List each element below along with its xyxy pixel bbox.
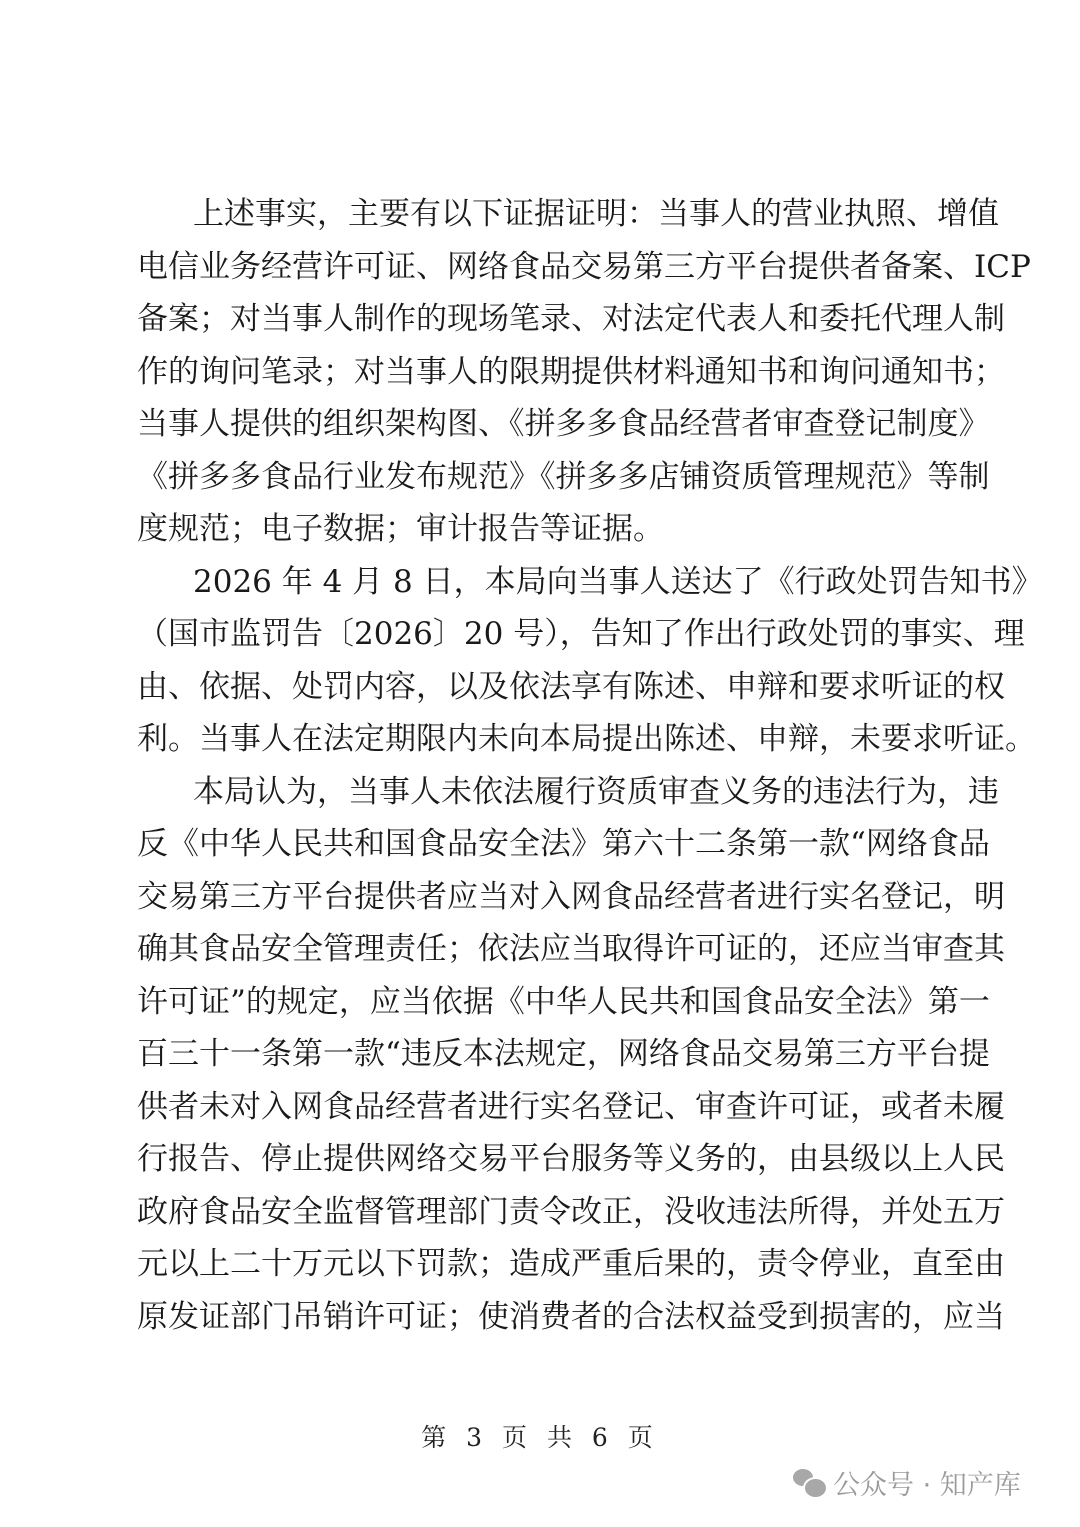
page-indicator: 第 3 页 共 6 页: [421, 1423, 659, 1452]
text-line: 本局认为，当事人未依法履行资质审查义务的违法行为，违: [193, 773, 999, 810]
text-line: 行报告、停止提供网络交易平台服务等义务的，由县级以上人民: [137, 1141, 1005, 1177]
watermark: [793, 1462, 1021, 1502]
paragraph-notice: [137, 556, 1043, 766]
text-line: 作的询问笔录；对当事人的限期提供材料通知书和询问通知书；: [137, 353, 1005, 390]
text-line: （国市监罚告〔2026〕20 号），告知了作出行政处罚的事实、理: [137, 616, 1025, 652]
paragraph-finding: [137, 766, 1005, 1344]
text-line: 原发证部门吊销许可证；使消费者的合法权益受到损害的，应当: [137, 1298, 1005, 1335]
wechat-icon: [793, 1467, 825, 1497]
text-line: 2026 年 4 月 8 日，本局向当事人送达了《行政处罚告知书》: [193, 563, 1043, 600]
text-line: 确其食品安全管理责任；依法应当取得许可证的，还应当审查其: [137, 931, 1005, 967]
text-line: 上述事实，主要有以下证据证明：当事人的营业执照、增值: [193, 196, 999, 232]
text-line: 电信业务经营许可证、网络食品交易第三方平台提供者备案、ICP: [137, 248, 1031, 285]
text-line: 当事人提供的组织架构图、《拼多多食品经营者审查登记制度》: [137, 406, 990, 442]
text-line: 备案；对当事人制作的现场笔录、对法定代表人和委托代理人制: [137, 301, 1005, 337]
document-body: [137, 188, 1043, 1343]
text-line: 元以上二十万元以下罚款；造成严重后果的，责令停业，直至由: [137, 1246, 1005, 1282]
watermark-text: 公众号 · 知产库: [833, 1469, 1021, 1501]
text-line: 反《中华人民共和国食品安全法》第六十二条第一款“网络食品: [137, 826, 990, 862]
text-line: 交易第三方平台提供者应当对入网食品经营者进行实名登记，明: [137, 878, 1005, 915]
text-line: 《拼多多食品行业发布规范》《拼多多店铺资质管理规范》等制: [137, 458, 990, 495]
text-line: 政府食品安全监督管理部门责令改正，没收违法所得，并处五万: [137, 1193, 1005, 1230]
text-line: 由、依据、处罚内容，以及依法享有陈述、申辩和要求听证的权: [137, 668, 1005, 705]
text-line: 百三十一条第一款“违反本法规定，网络食品交易第三方平台提: [137, 1036, 990, 1072]
paragraph-evidence: [137, 188, 1031, 556]
text-line: 供者未对入网食品经营者进行实名登记、审查许可证，或者未履: [137, 1088, 1005, 1125]
text-line: 利。当事人在法定期限内未向本局提出陈述、申辩，未要求听证。: [137, 721, 1036, 757]
text-line: 许可证”的规定，应当依据《中华人民共和国食品安全法》第一: [137, 983, 990, 1020]
text-line: 度规范；电子数据；审计报告等证据。: [137, 511, 664, 547]
